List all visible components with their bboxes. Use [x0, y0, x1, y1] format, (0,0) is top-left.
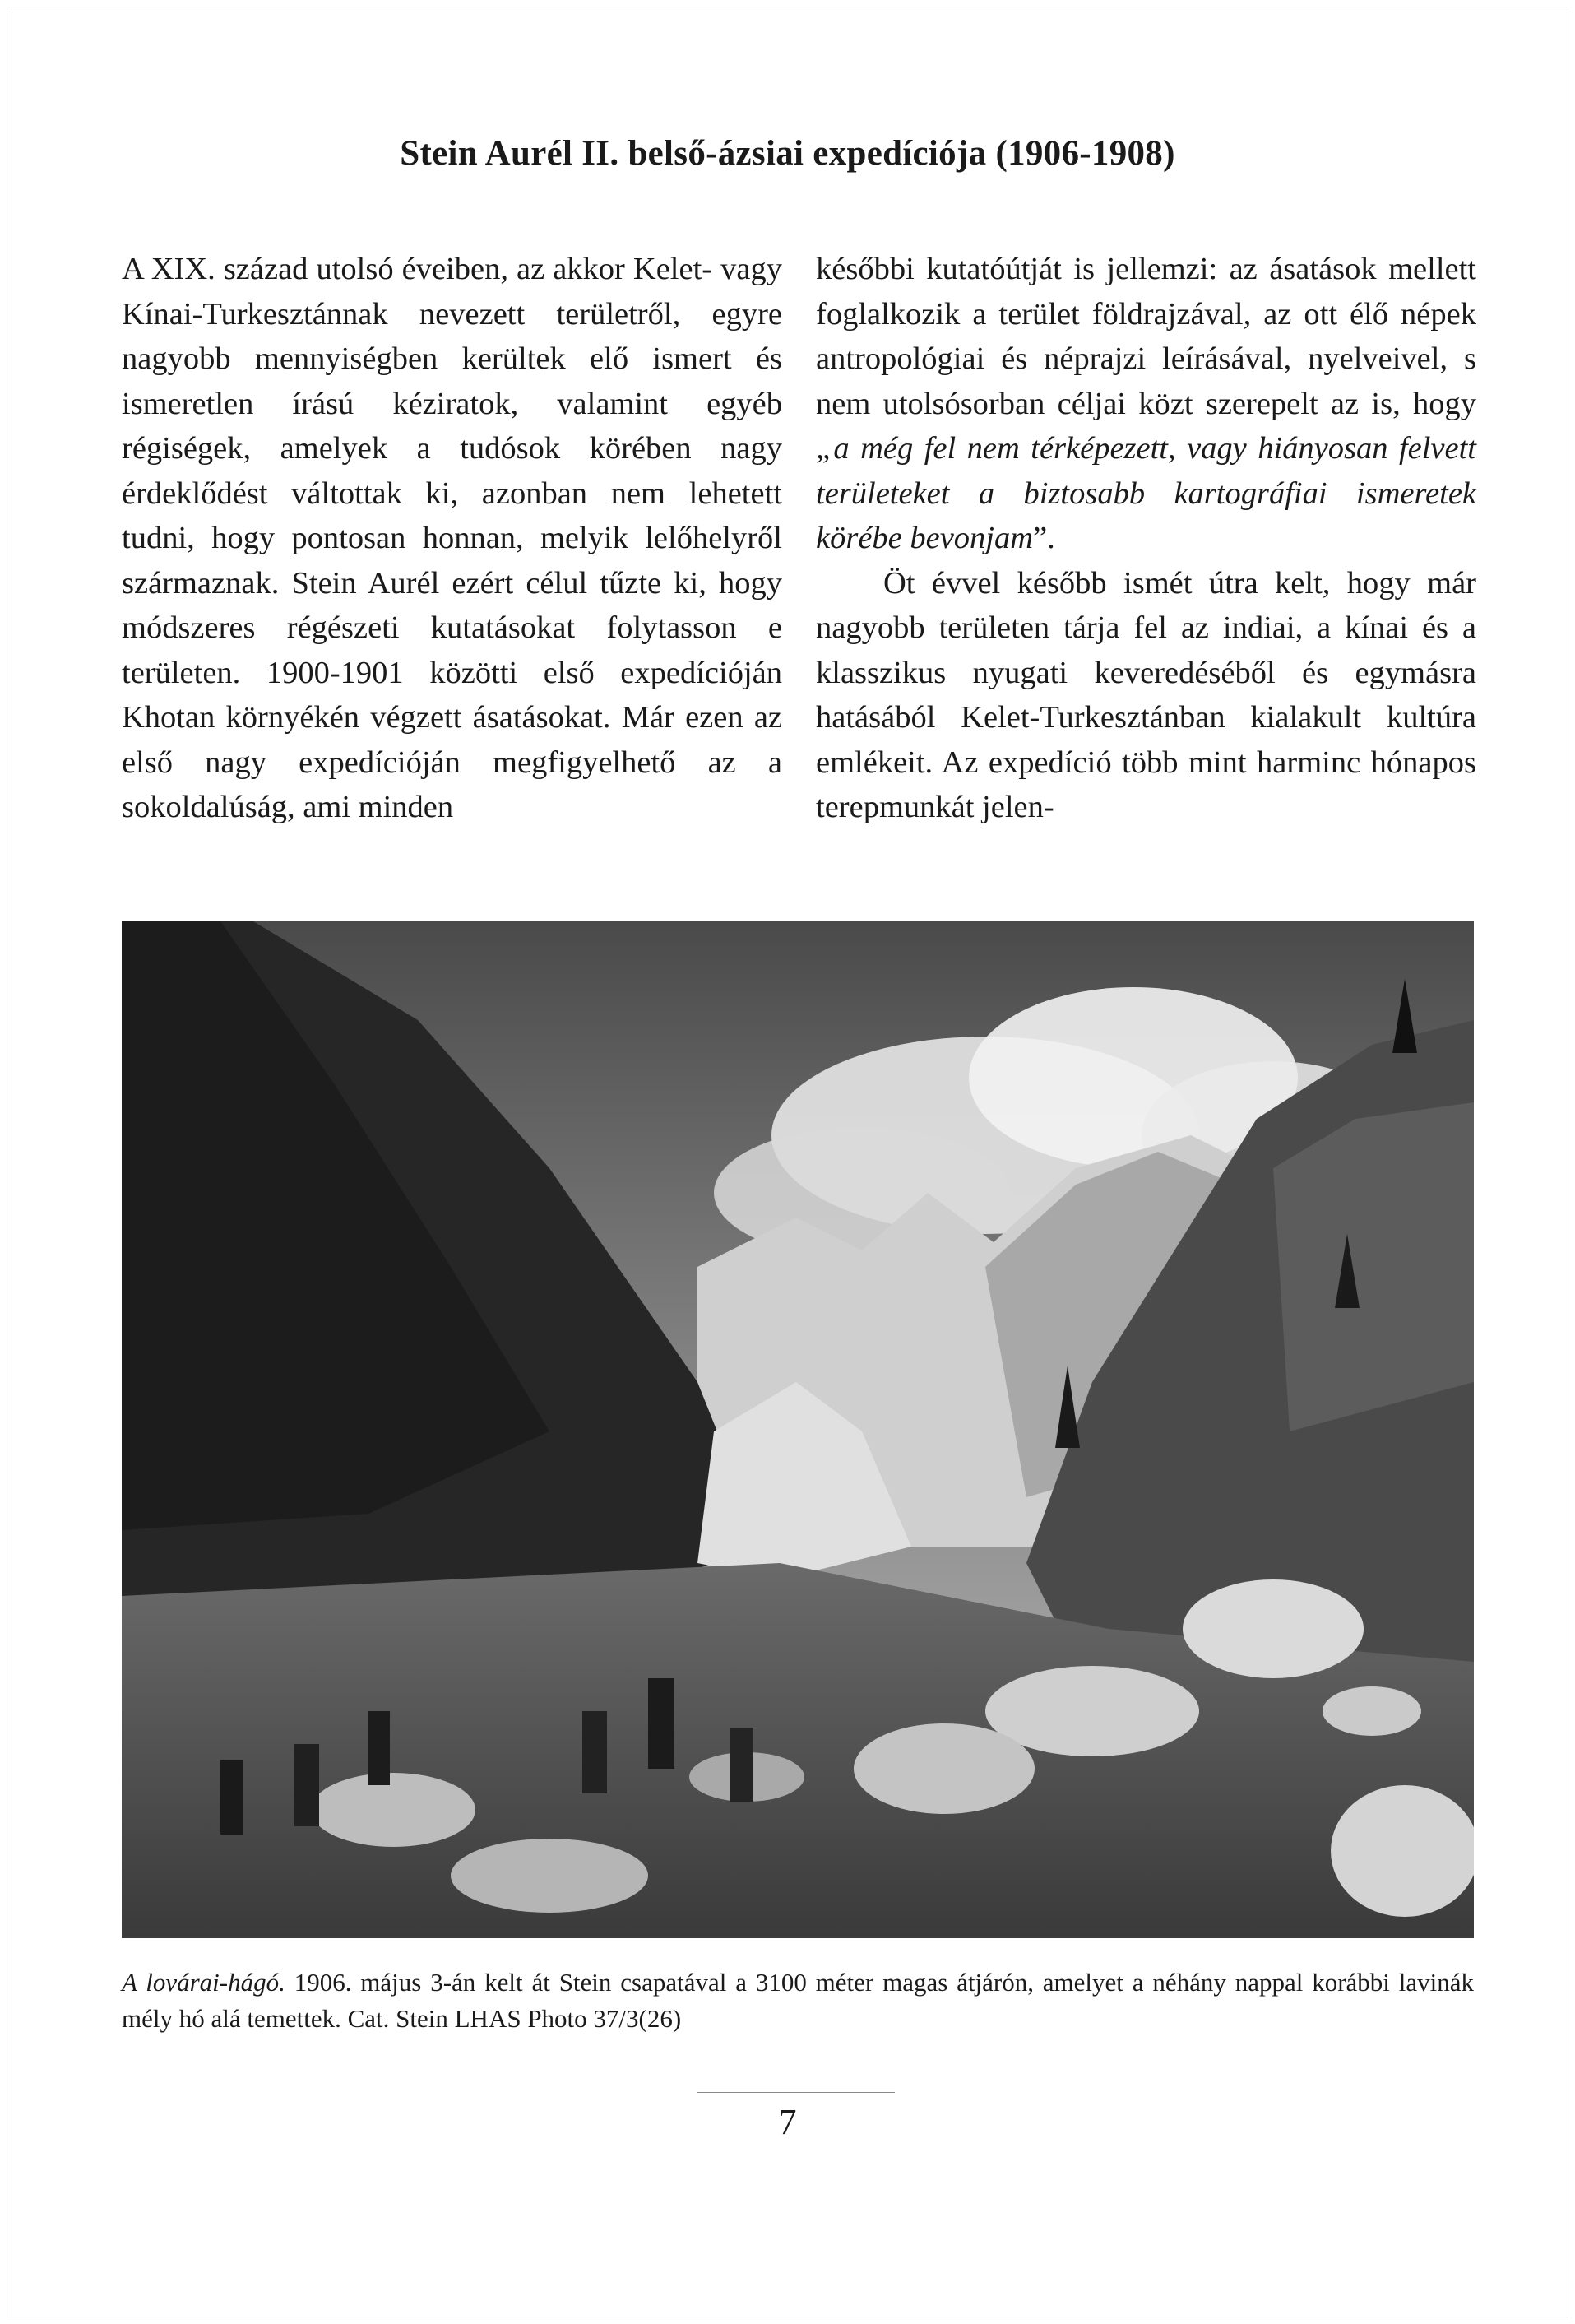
page-title: Stein Aurél II. belső-ázsiai expedíciója (1906-1908) — [400, 134, 1175, 173]
right-paragraph-2: Öt évvel később ismét útra kelt, hogy már nagyobb területen tárja fel az indiai, a kínai és a klasszikus nyugati keveredéséből és egymásra hatásából Kelet-Turkesztánban kialakult kultúra emlékeit. Az expedíció több mint harminc hónapos terepmunkát jelen- — [816, 565, 1476, 824]
mountain-pass-photo — [122, 921, 1474, 1938]
stein-quote: „a még fel nem térképezett, vagy hiányosan felvett területeket a biztosabb kartográfiai ismeretek körébe bevonjam — [816, 431, 1476, 555]
photo-caption — [122, 1964, 1474, 2037]
left-paragraph: A XIX. század utolsó éveiben, az akkor Kelet- vagy Kínai-Turkesztánnak nevezett területről, egyre nagyobb mennyiségben kerültek elő ismert és ismeretlen írású kéziratok, valamint egyéb régiségek, amelyek a tudósok körében nagy érdeklődést váltottak ki, azonban nem lehetett tudni, hogy pontosan honnan, melyik lelőhelyről származnak. Stein Aurél ezért célul tűzte ki, hogy módszeres régészeti kutatásokat folytasson e területen. 1900-1901 közötti első expedícióján Khotan környékén végzett ásatásokat. Már ezen az első nagy expedícióján megfigyelhető az a sokoldalúság, ami minden — [122, 252, 782, 824]
quote-end: ”. — [1033, 521, 1055, 555]
caption-title: A lovárai-hágó. — [122, 1968, 285, 1997]
left-column — [122, 247, 782, 830]
right-paragraph-1 — [816, 247, 1476, 561]
right-paragraph-1-text: későbbi kutatóútját is jellemzi: az ásatások mellett foglalkozik a terület földrajzával, az ott élő népek antropológiai és néprajzi leírásával, nyelveivel, s nem utolsósorban céljai közt szerepelt az is, hogy — [816, 252, 1476, 421]
mountain-pass-illustration — [122, 921, 1474, 1938]
right-column — [816, 247, 1476, 830]
caption-text: 1906. május 3-án kelt át Stein csapatával a 3100 méter magas átjárón, amelyet a néhány nappal korábbi lavinák mély hó alá temettek. Cat. Stein LHAS Photo 37/3(26) — [122, 1968, 1475, 2033]
footer-rule — [697, 2092, 895, 2093]
page-number: 7 — [778, 2102, 797, 2142]
